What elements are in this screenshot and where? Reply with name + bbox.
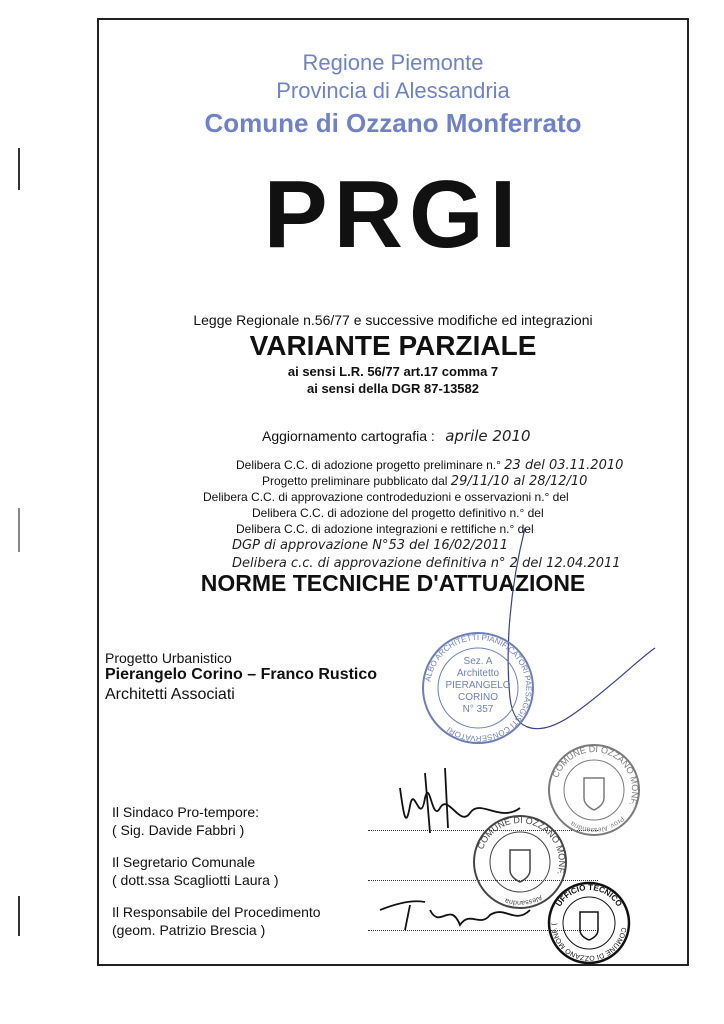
document-title: PRGI: [263, 161, 523, 268]
ufficio-tecnico-stamp: [546, 880, 632, 966]
law-reference: Legge Regionale n.56/77 e successive modifiche ed integrazioni: [193, 312, 593, 328]
stamp-line: Sez. A: [463, 656, 493, 667]
svg-text:Alessandria: Alessandria: [504, 893, 544, 907]
deliberation-handwritten: 29/11/10 al 28/12/10: [450, 474, 588, 489]
architect-stamp: [418, 628, 538, 748]
svg-text:COMUNE DI OZZANO MONF. (AL): COMUNE DI OZZANO MONF. (: [550, 922, 627, 962]
secretary-role: Il Segretario Comunale: [112, 854, 256, 870]
seal-icon: [546, 880, 632, 966]
project-firm: Architetti Associati: [105, 686, 235, 703]
cartography-update: [262, 427, 531, 446]
mayor-name: ( Sig. Davide Fabbri ): [112, 822, 245, 838]
region-title: Regione Piemonte: [302, 50, 484, 75]
deliberation-label: Delibera C.C. di adozione integrazioni e rettifiche n.° del: [236, 522, 534, 536]
project-label: Progetto Urbanistico: [105, 650, 232, 666]
cartography-label: Aggiornamento cartografia :: [262, 428, 435, 444]
deliberation-label: Delibera C.C. di adozione progetto preliminare n.°: [236, 458, 501, 472]
municipality-title: Comune di Ozzano Monferrato: [204, 108, 582, 138]
deliberation-row: [252, 506, 544, 520]
cartography-value: aprile 2010: [445, 427, 531, 445]
variant-title: VARIANTE PARZIALE: [249, 330, 537, 361]
mayor-role: Il Sindaco Pro-tempore:: [112, 804, 260, 820]
section-title: NORME TECNICHE D'ATTUAZIONE: [200, 570, 586, 596]
scan-edge-mark: [18, 896, 20, 936]
sense-line-2: ai sensi della DGR 87-13582: [307, 381, 479, 396]
deliberation-row: [236, 458, 623, 473]
final-approval-handwritten: Delibera c.c. di approvazione definitiva n° 2 del 12.04.2011: [232, 556, 621, 571]
project-names: Pierangelo Corino – Franco Rustico: [105, 666, 378, 683]
deliberation-label: Delibera C.C. di approvazione controdeduzioni e osservazioni n.° del: [203, 490, 569, 504]
stamp-line: Architetto: [456, 668, 500, 679]
deliberation-label: Delibera C.C. di adozione del progetto definitivo n.° del: [252, 506, 544, 520]
dgp-handwritten: DGP di approvazione N°53 del 16/02/2011: [232, 538, 509, 553]
svg-text:Prov. Alessandria: Prov. Alessandria: [569, 814, 626, 834]
svg-text:COMUNE DI OZZANO MONF.: COMUNE DI OZZANO MONF.: [475, 814, 568, 877]
deliberation-handwritten: 23 del 03.11.2010: [504, 458, 624, 473]
scan-edge-mark: [18, 148, 20, 190]
procedure-manager-name: (geom. Patrizio Brescia ): [112, 922, 266, 938]
deliberation-row: [262, 474, 587, 489]
svg-text:COMUNE DI OZZANO MONF.: COMUNE DI OZZANO MONF.: [550, 743, 641, 808]
svg-text:UFFICIO TECNICO: UFFICIO TECNICO: [554, 882, 624, 909]
secretary-name: ( dott.ssa Scagliotti Laura ): [112, 872, 279, 888]
sense-line-1: ai sensi L.R. 56/77 art.17 comma 7: [287, 364, 499, 379]
procedure-manager-role: Il Responsabile del Procedimento: [112, 904, 321, 920]
stamp-line: N° 357: [462, 704, 494, 715]
province-title: Provincia di Alessandria: [276, 78, 510, 103]
stamp-line: PIERANGELO: [445, 680, 511, 691]
stamp-line: CORINO: [458, 692, 498, 703]
scan-edge-mark: [18, 508, 20, 552]
deliberation-row: [203, 490, 569, 504]
svg-text:ALBO ARCHITETTI PIANIFICATORI: ALBO ARCHITETTI PIANIFICATORI PAESAGGISTI CONSERVATORI: [423, 632, 534, 744]
deliberation-label: Progetto preliminare pubblicato dal: [262, 474, 448, 488]
